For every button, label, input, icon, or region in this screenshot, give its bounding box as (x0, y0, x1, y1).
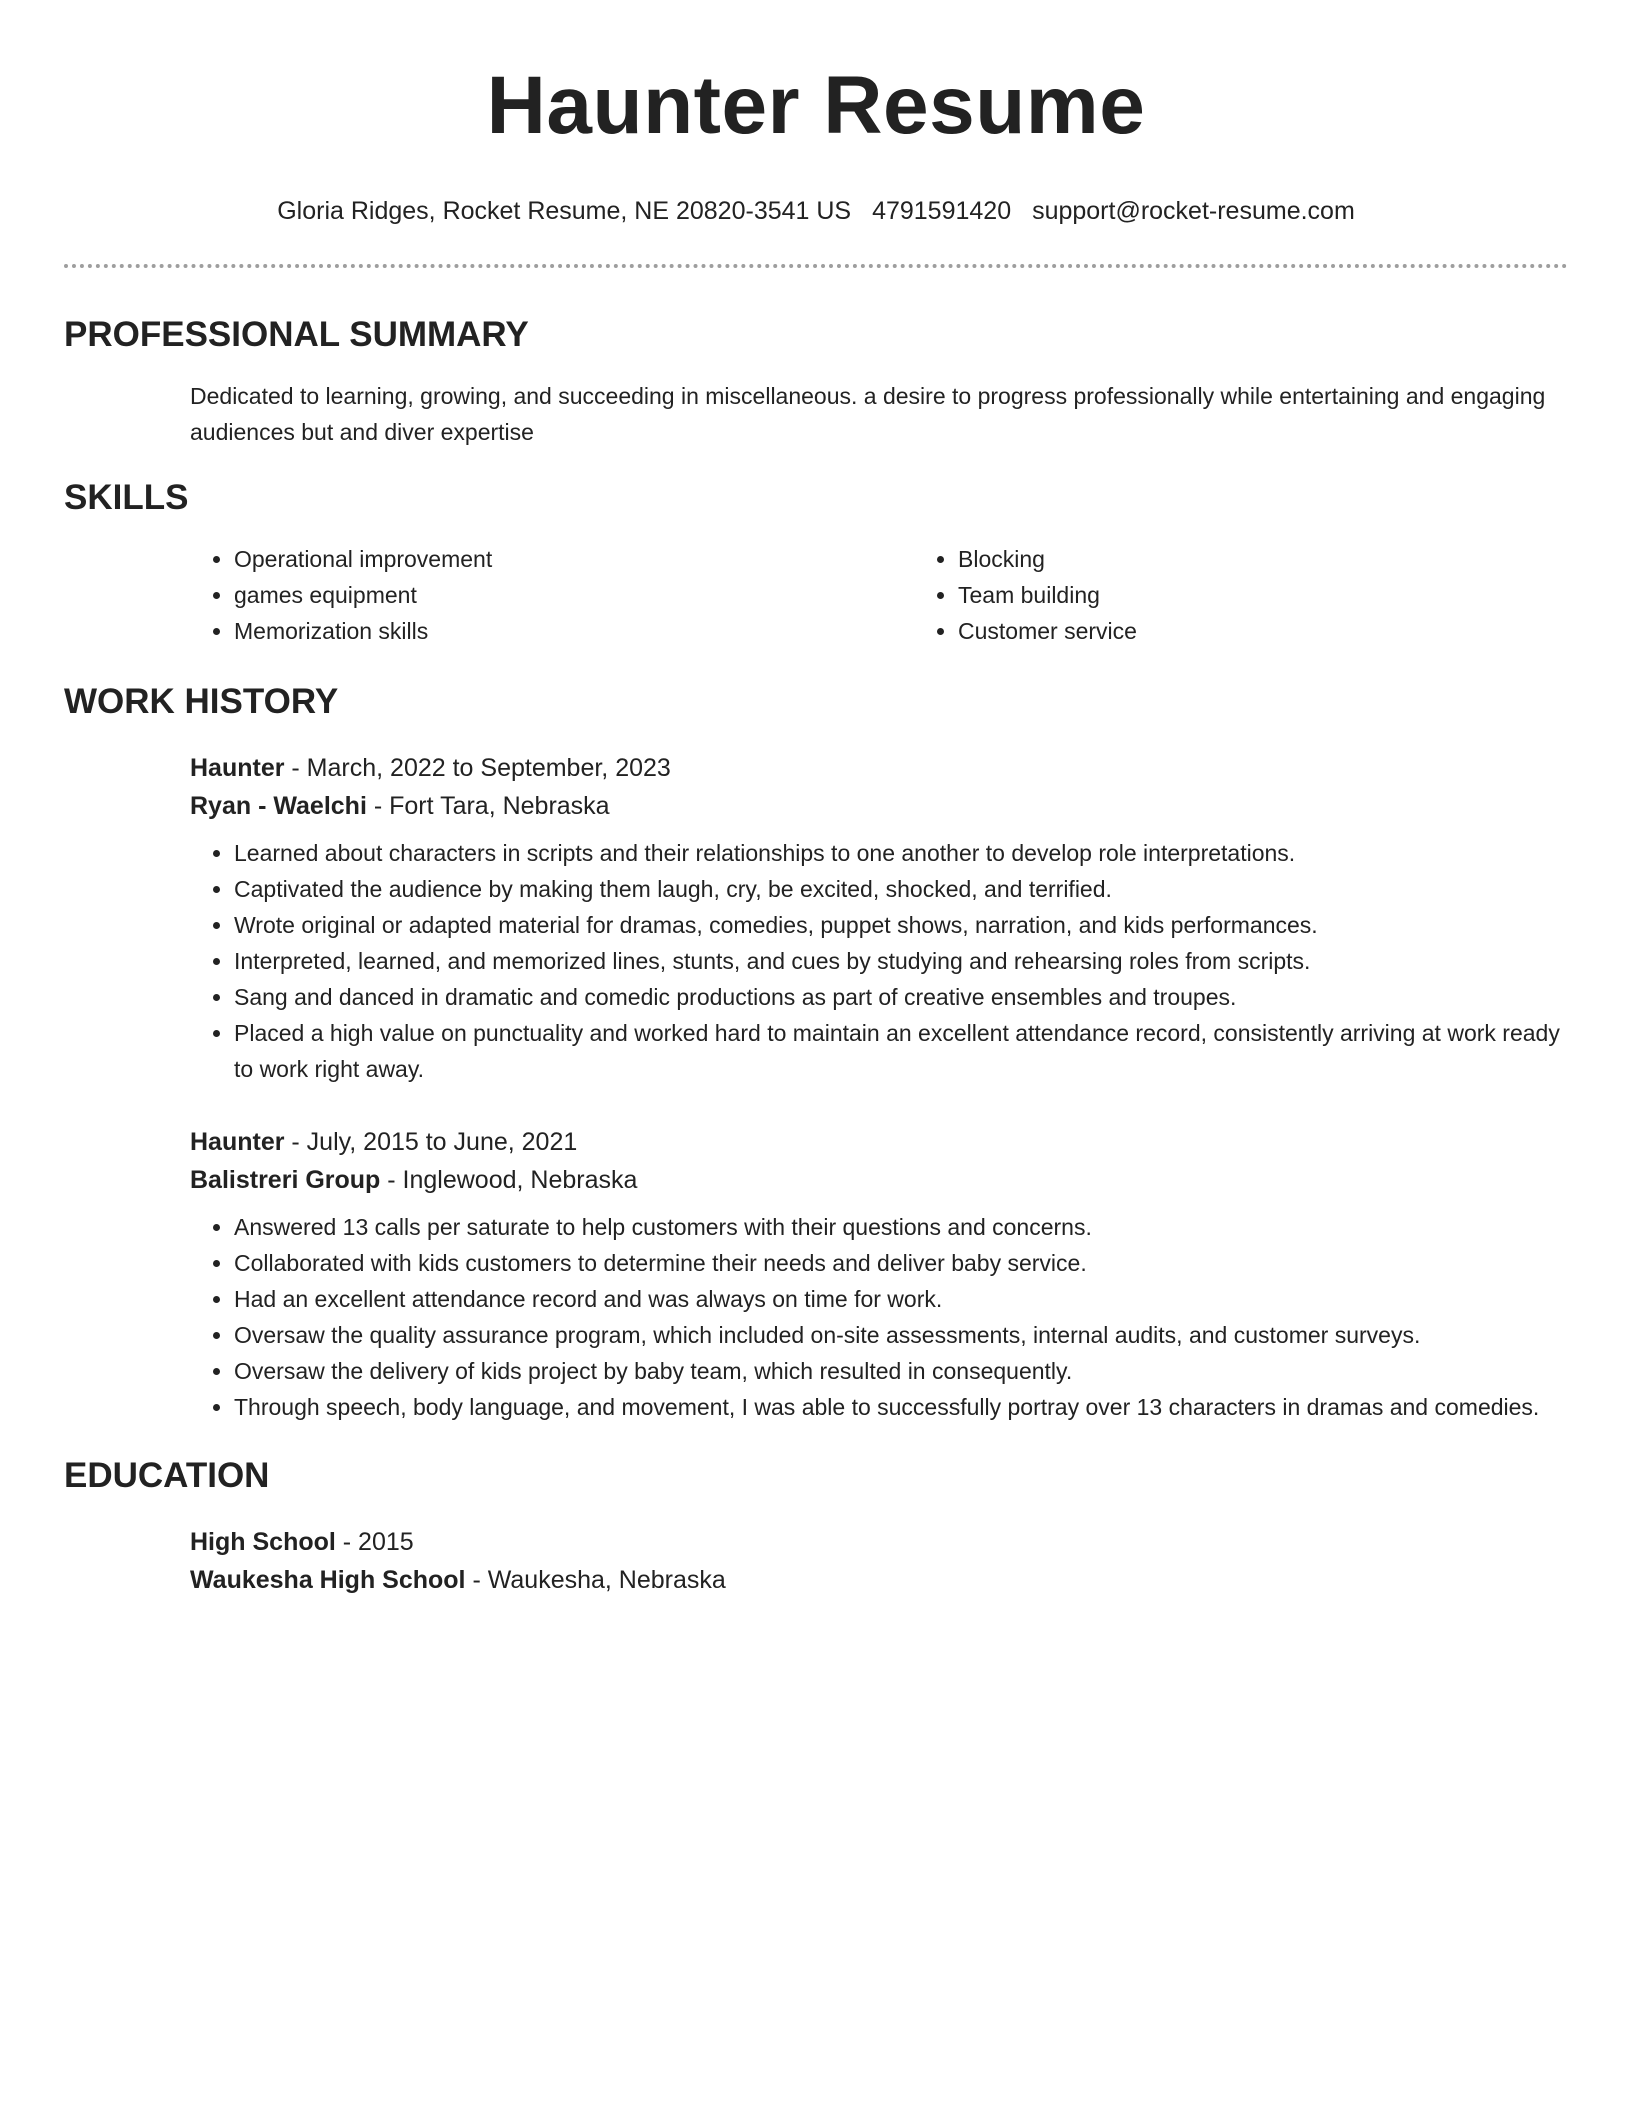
education-heading: EDUCATION (64, 1456, 270, 1495)
education-school-line (190, 1561, 1568, 1599)
education-school: Waukesha High School (190, 1566, 466, 1594)
job-role: Haunter (190, 1128, 285, 1156)
skills-list (190, 541, 1568, 649)
skill-item: • Customer service (958, 613, 1558, 649)
skill-item: • Blocking (958, 541, 1558, 577)
work-history-heading: WORK HISTORY (64, 682, 339, 721)
duty-item: • Had an excellent attendance record and was always on time for work. (234, 1281, 1568, 1317)
duty-item: • Oversaw the delivery of kids project by baby team, which resulted in consequently. (234, 1353, 1568, 1389)
contact-email: support@rocket-resume.com (1032, 197, 1355, 225)
duty-item: • Collaborated with kids customers to determine their needs and deliver baby service. (234, 1245, 1568, 1281)
duty-item: • Wrote original or adapted material for dramas, comedies, puppet shows, narration, and kids performances. (234, 907, 1568, 943)
job-dates: - March, 2022 to September, 2023 (284, 754, 671, 782)
education-year: - 2015 (335, 1528, 414, 1556)
skills-heading: SKILLS (64, 478, 189, 517)
duty-item: • Answered 13 calls per saturate to help customers with their questions and concerns. (234, 1209, 1568, 1245)
skills-column-right (914, 541, 1558, 649)
duty-item: • Sang and danced in dramatic and comedic productions as part of creative ensembles and troupes. (234, 979, 1568, 1015)
job-entry (190, 1123, 1568, 1425)
job-role-line (190, 1123, 1568, 1161)
header-divider (64, 264, 1568, 268)
contact-phone: 4791591420 (872, 197, 1012, 225)
duty-item: • Interpreted, learned, and memorized lines, stunts, and cues by studying and rehearsing roles from scripts. (234, 943, 1568, 979)
summary-heading: PROFESSIONAL SUMMARY (64, 315, 529, 354)
duty-item: • Oversaw the quality assurance program, which included on-site assessments, internal audits, and customer surveys. (234, 1317, 1568, 1353)
job-company: Balistreri Group (190, 1166, 381, 1194)
skill-item: • Operational improvement (234, 541, 914, 577)
job-company: Ryan - Waelchi (190, 792, 367, 820)
skill-item: • Memorization skills (234, 613, 914, 649)
summary-text: Dedicated to learning, growing, and succeeding in miscellaneous. a desire to progress professionally while entertaining and engaging audiences but and diver expertise (190, 383, 1546, 445)
job-duties (190, 1209, 1568, 1425)
job-location: - Inglewood, Nebraska (380, 1166, 638, 1194)
job-company-line (190, 787, 1568, 825)
duty-item: • Learned about characters in scripts and their relationships to one another to develop role interpretations. (234, 835, 1568, 871)
education-entry (190, 1523, 1568, 1599)
job-entry (190, 749, 1568, 1087)
job-company-line (190, 1161, 1568, 1199)
job-role: Haunter (190, 754, 285, 782)
resume-title: Haunter Resume (486, 60, 1146, 151)
skill-item: • Team building (958, 577, 1558, 613)
job-location: - Fort Tara, Nebraska (366, 792, 610, 820)
duty-item: • Through speech, body language, and movement, I was able to successfully portray over 13 characters in dramas and comedies. (234, 1389, 1568, 1425)
duty-item: • Placed a high value on punctuality and worked hard to maintain an excellent attendance record, consistently arriving at work ready to work right away. (234, 1015, 1568, 1087)
skill-item: • games equipment (234, 577, 914, 613)
contact-info (64, 196, 1568, 226)
education-degree: High School (190, 1528, 336, 1556)
job-duties (190, 835, 1568, 1087)
education-location: - Waukesha, Nebraska (465, 1566, 726, 1594)
contact-address: Gloria Ridges, Rocket Resume, NE 20820-3541 US (277, 197, 852, 225)
job-dates: - July, 2015 to June, 2021 (284, 1128, 578, 1156)
job-role-line (190, 749, 1568, 787)
education-degree-line (190, 1523, 1568, 1561)
duty-item: • Captivated the audience by making them laugh, cry, be excited, shocked, and terrified. (234, 871, 1568, 907)
skills-column-left (190, 541, 914, 649)
